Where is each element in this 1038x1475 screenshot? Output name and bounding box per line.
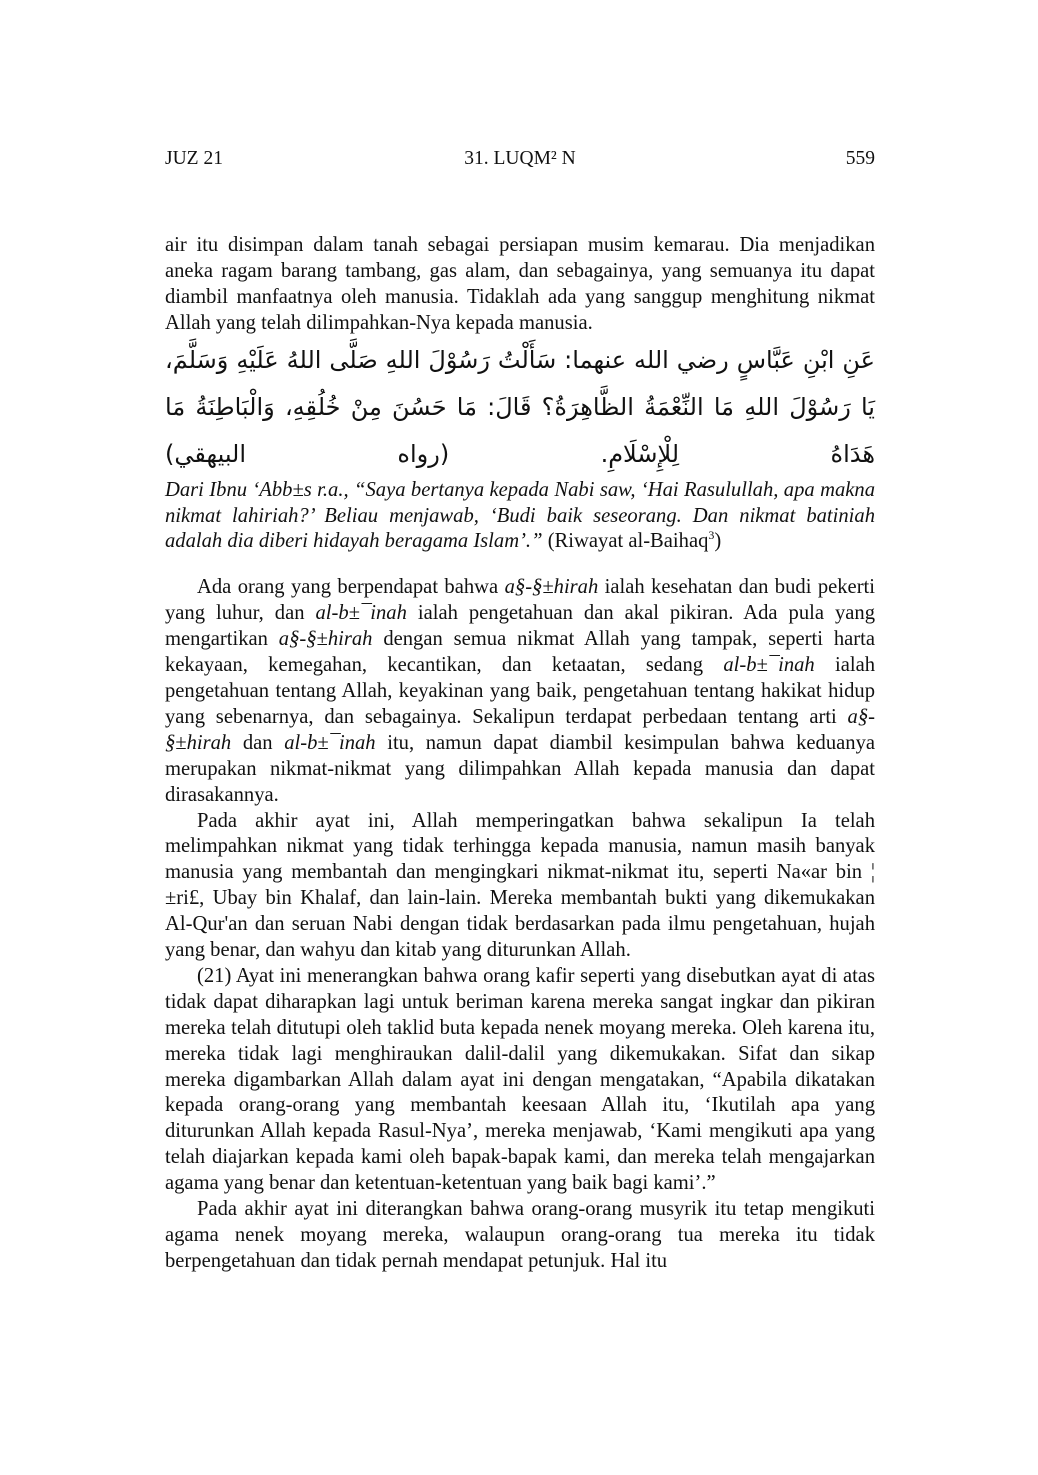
text-run: ialah pengetahuan tentang Allah, keyakinan yang baik, pengetahuan tentang hakikat hidup yang sebenarnya, dan sebagainya. Sekalipun terdapat perbedaan tentang arti — [165, 654, 876, 728]
paragraph-zahirah-batinah — [165, 575, 875, 808]
paragraph-verse-21: (21) Ayat ini menerangkan bahwa orang kafir seperti yang disebutkan ayat di atas tidak dapat diharapkan lagi untuk beriman karena mereka sangat ingkar dan pikiran mereka telah ditutupi oleh taklid buta kepada nenek moyang mereka. Oleh karena itu, mereka tidak lagi menghiraukan dalil-dalil yang dikemukakan. Sifat dan sikap mereka digambarkan Allah dalam ayat ini dengan mengatakan, “Apabila dikatakan kepada orang-orang yang membantah keesaan Allah itu, ‘Ikutilah apa yang diturunkan Allah kepada Rasul-Nya’, mereka menjawab, ‘Kami mengikuti apa yang telah diajarkan kepada kami oleh bapak-bapak kami, dan mereka telah mengajarkan agama yang benar dan ketentuan-ketentuan yang baik bagi kami’.” — [165, 964, 875, 1195]
juz-label: JUZ 21 — [165, 148, 223, 169]
text-run: dengan semua nikmat Allah yang tampak, seperti harta kekayaan, kemegahan, kecantikan, dan ketaatan, sedang — [165, 628, 875, 677]
body-text — [165, 233, 875, 1275]
surah-title: 31. LUQM² N — [464, 148, 576, 169]
term-zahirah: a§-§±hirah — [278, 628, 373, 651]
term-batinah: al-b±¯inah — [315, 602, 407, 625]
page-header — [165, 148, 875, 174]
footnote-marker: 3 — [708, 528, 715, 543]
text-run: Ada orang yang berpendapat bahwa — [197, 576, 505, 599]
text-run: ialah pengetahuan dan akal pikiran. Ada pula yang mengartikan — [165, 602, 875, 651]
spacer — [165, 555, 875, 575]
term-batinah: al-b±¯inah — [723, 654, 815, 677]
hadith-translation-text: Dari Ibnu ‘Abb±s r.a., “Saya bertanya kepada Nabi saw, ‘Hai Rasulullah, apa makna nikmat lahiriah?’ Beliau menjawab, ‘Budi baik seseorang. Dan nikmat batiniah adalah dia diberi hidayah beragama Islam’.” — [165, 478, 875, 553]
hadith-source-close: ) — [714, 530, 722, 553]
text-run: dan — [231, 731, 285, 754]
term-zahirah: a§-§±hirah — [504, 576, 599, 599]
text-run: ialah kesehatan dan budi pekerti yang luhur, dan — [165, 576, 875, 625]
hadith-translation — [165, 478, 875, 556]
term-batinah: al-b±¯inah — [284, 731, 376, 754]
paragraph-denial: Pada akhir ayat ini, Allah memperingatkan bahwa sekalipun Ia telah melimpahkan nikmat yang tidak terhingga kepada manusia, namun masih banyak manusia yang membantah dan mengingkari nikmat-nikmat itu, seperti Na«ar bin ¦ ±ri£, Ubay bin Khalaf, dan lain-lain. Mereka membantah bukti yang dikemukakan Al-Qur'an dan seruan Nabi dengan tidak berdasarkan pada ilmu pengetahuan, hujah yang benar, dan wahyu dan kitab yang diturunkan Allah. — [165, 809, 875, 962]
term-zahirah: a§-§±hirah — [165, 705, 875, 754]
text-run: itu, namun dapat diambil kesimpulan bahwa keduanya merupakan nikmat-nikmat yang dilimpahkan Allah kepada manusia dan dapat dirasakannya. — [165, 731, 876, 806]
paragraph-ancestors: Pada akhir ayat ini diterangkan bahwa orang-orang musyrik itu tetap mengikuti agama nenek moyang mereka, walaupun orang-orang tua mereka itu tidak berpengetahuan dan tidak pernah mendapat petunjuk. Hal itu — [165, 1198, 875, 1272]
hadith-source: (Riwayat al-Baihaq — [542, 530, 709, 553]
page-number: 559 — [845, 148, 875, 169]
intro-paragraph: air itu disimpan dalam tanah sebagai persiapan musim kemarau. Dia menjadikan aneka ragam barang tambang, gas alam, dan sebagainya, yang semuanya itu dapat diambil manfaatnya oleh manusia. Tidaklah ada yang sanggup menghitung nikmat Allah yang telah dilimpahkan-Nya kepada manusia. — [165, 234, 875, 334]
hadith-arabic: عَنِ ابْنِ عَبَّاسٍ رضي الله عنهما: سَأَلْتُ رَسُوْلَ اللهِ صَلَّى اللهُ عَلَيْهِ وَسَلَّمَ، يَا رَسُوْلَ اللهِ مَا النِّعْمَةُ الظَّاهِرَةُ؟ قَالَ: مَا حَسُنَ مِنْ خُلُقِهِ، وَالْبَاطِنَةُ مَا هَدَاهُ لِلْإِسْلَامِ. (رواه البيهقي) — [165, 345, 875, 468]
